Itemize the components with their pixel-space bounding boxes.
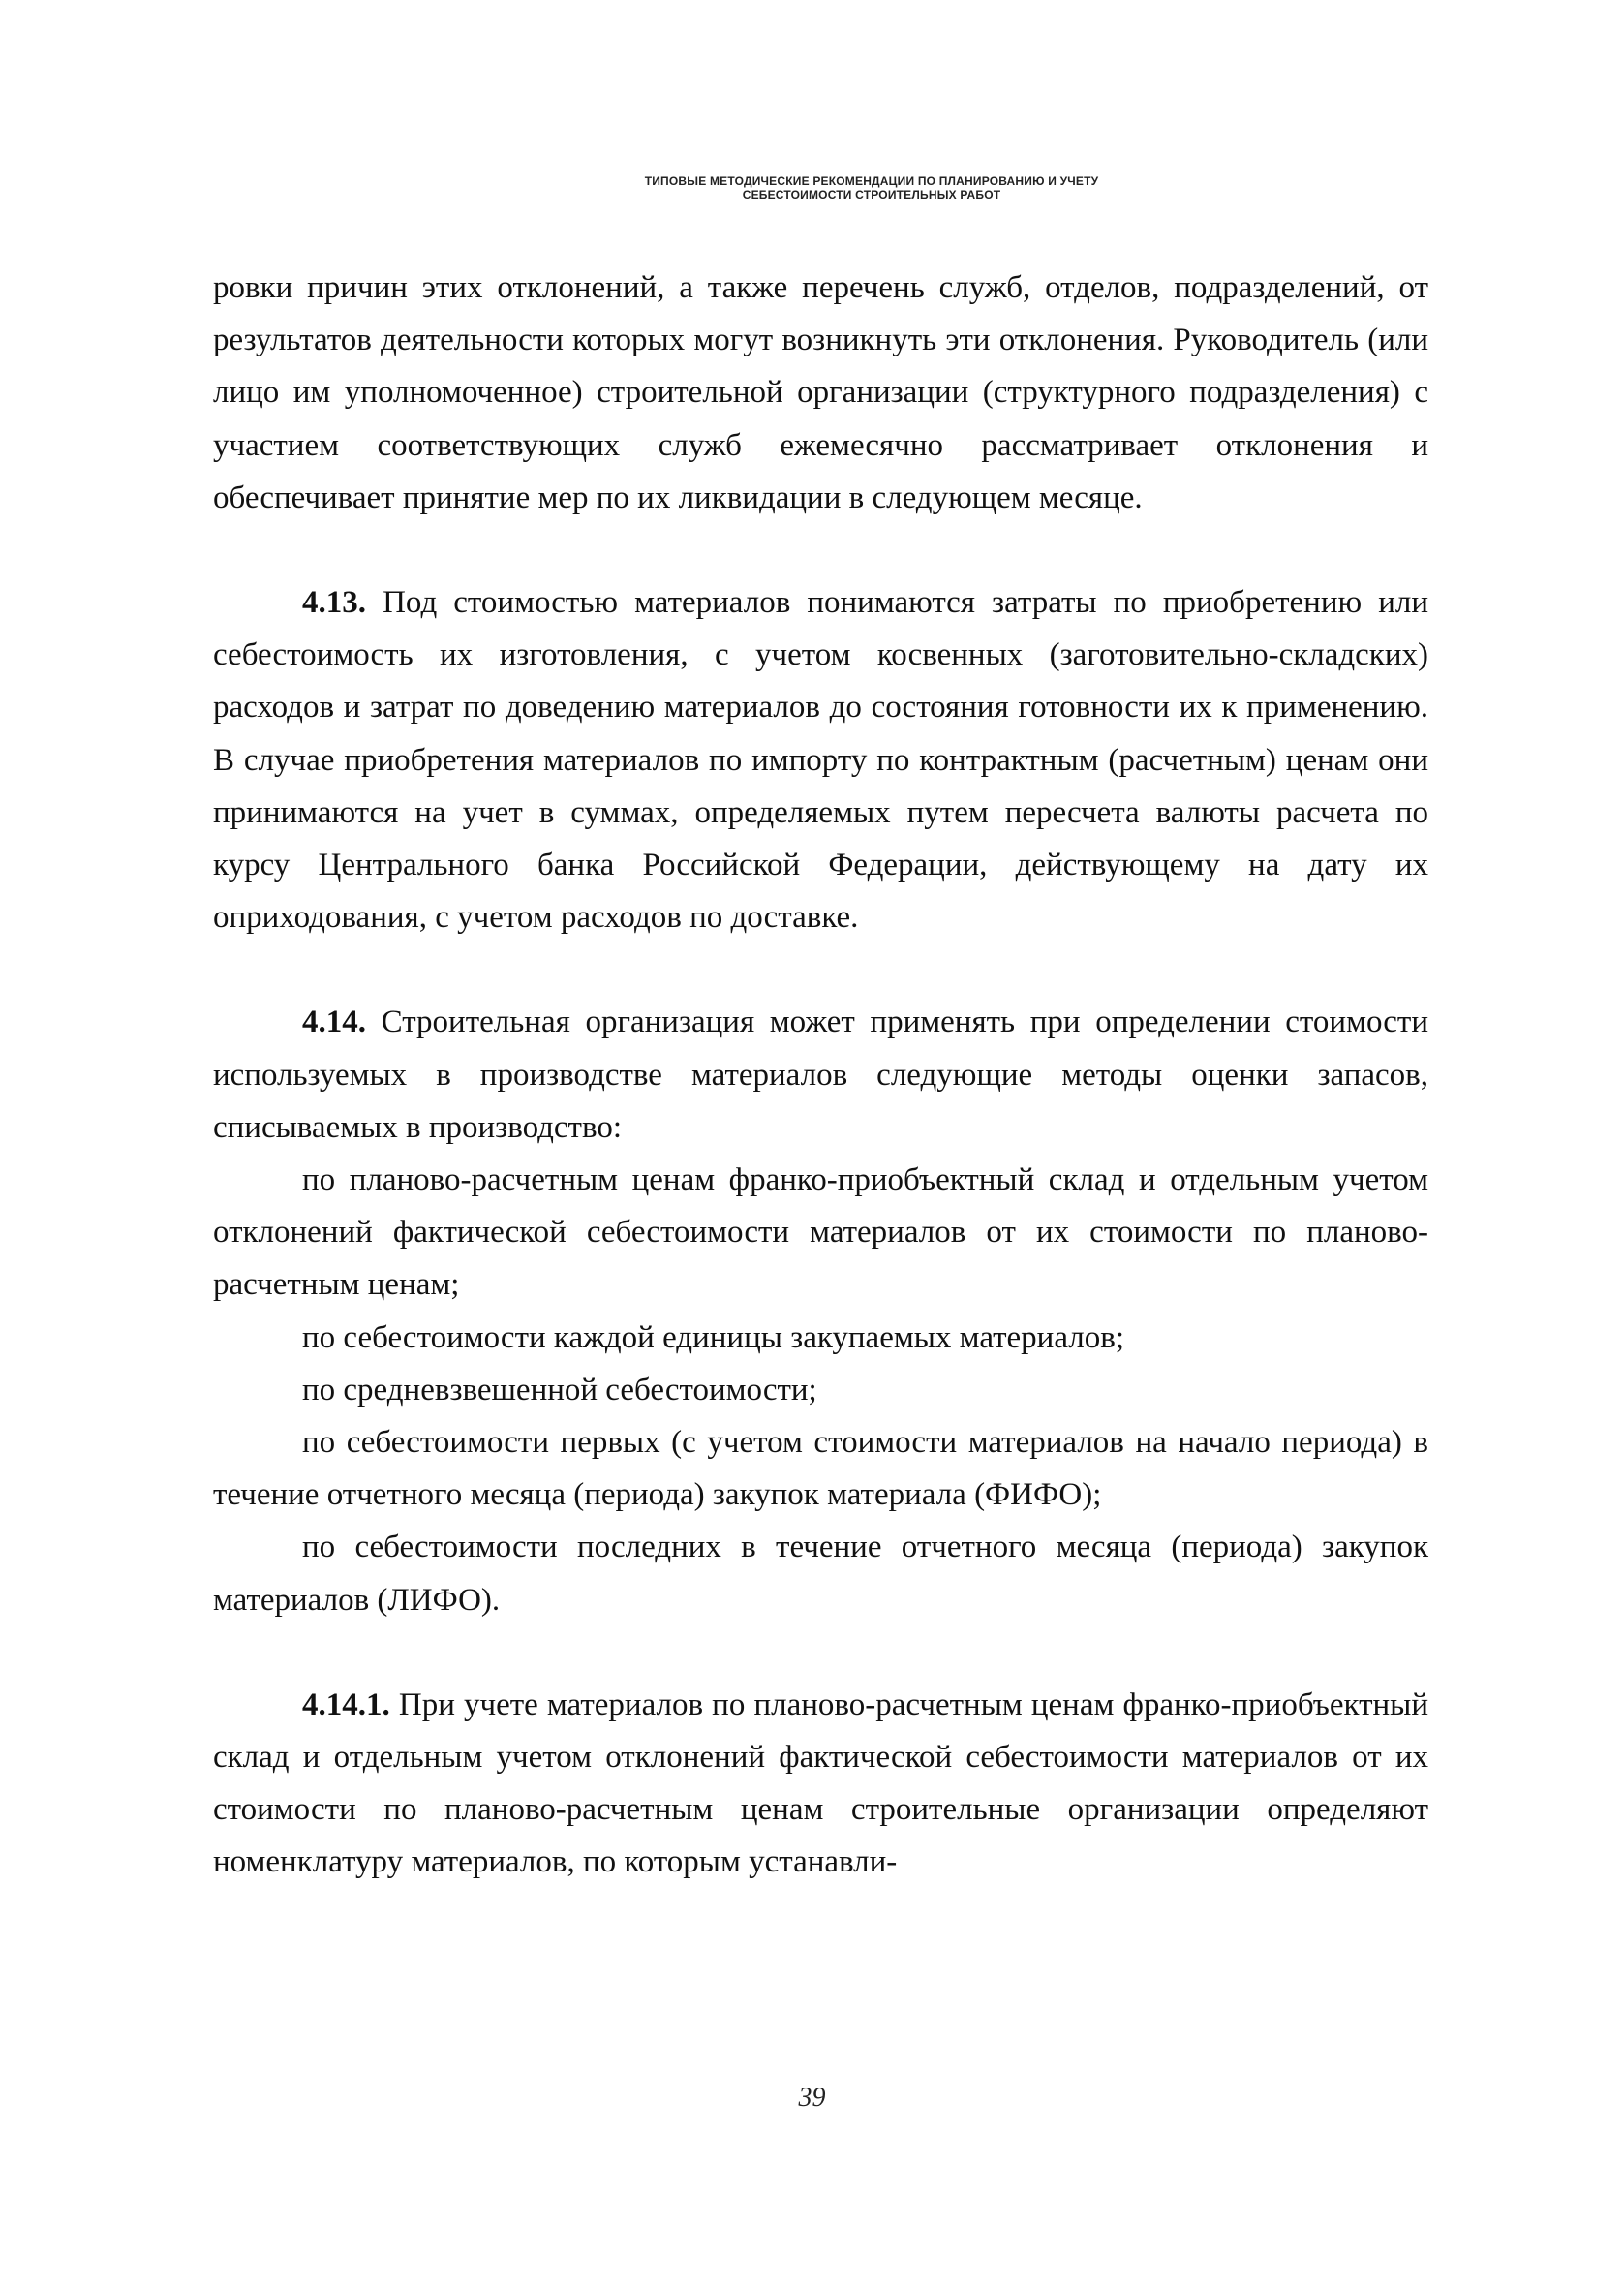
method-item-3: по средневзвешенной себестоимости; [302,1372,817,1407]
body-text [213,262,1428,1889]
paragraph-4-13-text: Под стоимостью материалов понимаются затраты по приобретению или себестоимость их изготовления, с учетом косвенных (заготовительно-складских) расходов и затрат по доведению материалов до состояния готовности их к применению. В случае приобретения материалов по импорту по контрактным (расчетным) ценам они принимаются на учет в суммах, определяемых путем пересчета валюты расчета по курсу Центрального банка Российской Федерации, действующему на дату их оприходования, с учетом расходов по доставке. [213,585,1429,936]
method-item-2: по себестоимости каждой единицы закупаемых материалов; [302,1319,1124,1355]
paragraph-4-14-1-text: При учете материалов по планово-расчетным ценам франко-приобъектный склад и отдельным учетом отклонений фактической себестоимости материалов от их стоимости по планово-расчетным ценам строительные организации определяют номенклатуру материалов, по которым устанавли- [213,1686,1429,1880]
method-item-4: по себестоимости первых (с учетом стоимости материалов на начало периода) в течение отчетного месяца (периода) закупок материала (ФИФО); [213,1425,1428,1513]
method-item-1: по планово-расчетным ценам франко-приобъектный склад и отдельным учетом отклонений фактической себестоимости материалов от их стоимости по планово-расчетным ценам; [213,1162,1428,1303]
paragraph-4-13 [213,576,1428,943]
section-number-4-14-1: 4.14.1. [302,1686,390,1722]
paragraph-4-14 [213,996,1428,1154]
running-header-line-1: ТИПОВЫЕ МЕТОДИЧЕСКИЕ РЕКОМЕНДАЦИИ ПО ПЛАНИРОВАНИЮ И УЧЕТУ [644,174,1099,188]
section-number-4-13: 4.13. [302,585,366,621]
section-number-4-14: 4.14. [302,1005,366,1040]
running-header [387,174,1356,201]
running-header-line-2: СЕБЕСТОИМОСТИ СТРОИТЕЛЬНЫХ РАБОТ [742,188,1001,201]
paragraph-4-14-text: Строительная организация может применять при определении стоимости используемых в производстве материалов следующие методы оценки запасов, списываемых в производство: [213,1005,1429,1145]
continuation-paragraph: ровки причин этих отклонений, а также перечень служб, отделов, подразделений, от результатов деятельности которых могут возникнуть эти отклонения. Руководитель (или лицо им уполномоченное) строительной организации (структурного подразделения) с участием соответствующих служб ежемесячно рассматривает отклонения и обеспечивает принятие мер по их ликвидации в следующем месяце. [213,270,1428,515]
page-number: 39 [798,2083,826,2113]
method-item-5: по себестоимости последних в течение отчетного месяца (периода) закупок материалов (ЛИФО). [213,1530,1428,1618]
paragraph-4-14-1 [213,1679,1428,1889]
